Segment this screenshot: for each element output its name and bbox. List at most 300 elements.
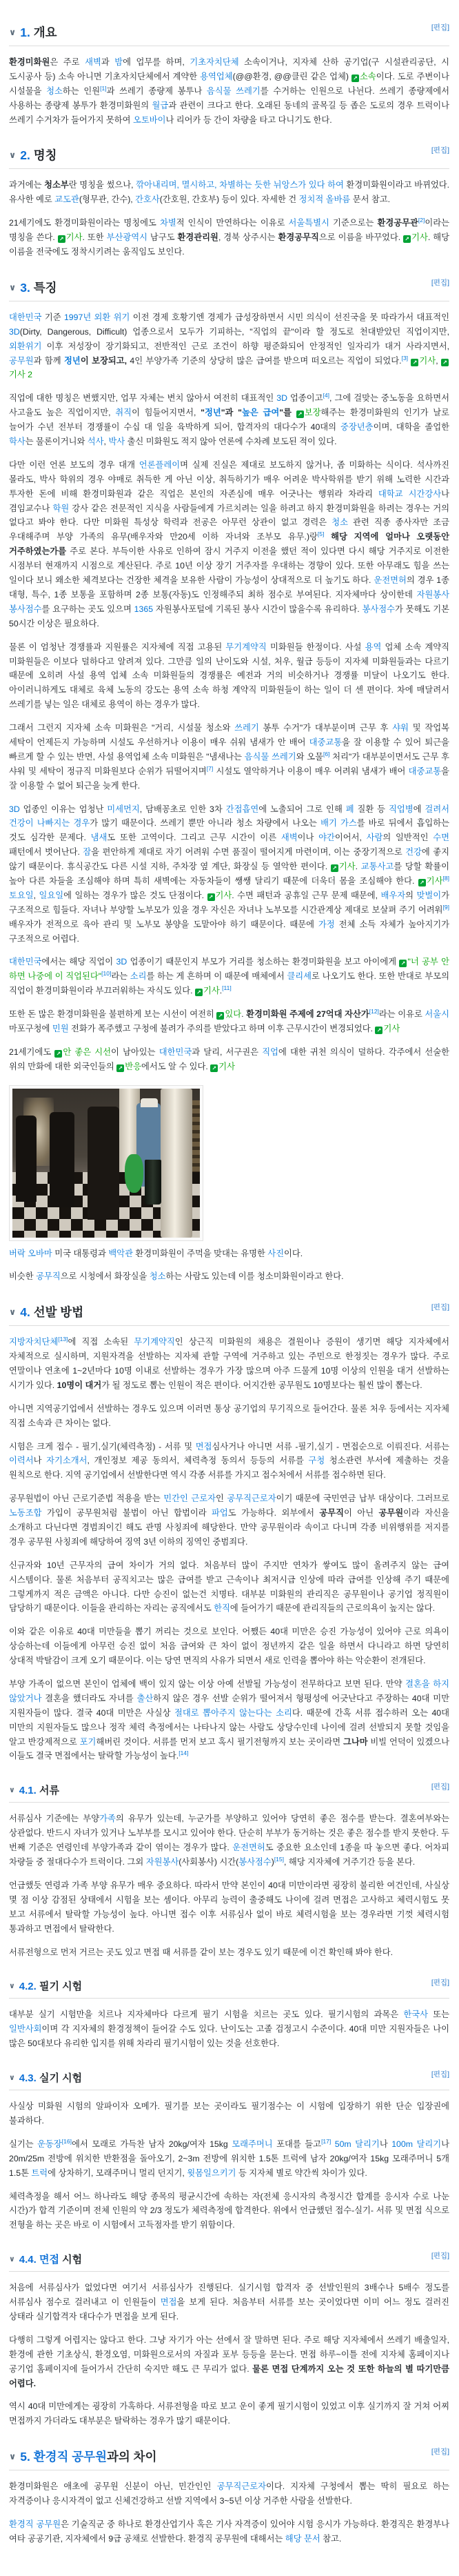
- text: 에 들어가기 때문에 관리직들의 근로의욕이 높지는 않다.: [229, 1603, 436, 1614]
- wiki-link[interactable]: 차별: [159, 218, 176, 228]
- external-link-icon[interactable]: ↗: [207, 893, 215, 901]
- text: 처음에 서류심사가 없었다면 여기서 서류심사가 진행된다. 실기시험 합격자 중 선발인원의 3배수나 5배수 정도를 서류심사 점수로 걸러내고 이 인원들이: [9, 2283, 449, 2308]
- text: 시설도 열악하거나 이용이 매우 어려워 냄새가 배어: [213, 766, 409, 776]
- wiki-link[interactable]: 운전면허: [232, 1843, 265, 1853]
- paragraph: [9, 1007, 449, 1036]
- wiki-link[interactable]: 석사: [87, 437, 104, 447]
- wiki-link[interactable]: 100m 달리기: [391, 2139, 442, 2149]
- wiki-link[interactable]: 환경직 공무원: [9, 2519, 61, 2529]
- external-link[interactable]: 기사: [383, 1023, 400, 1033]
- section-number[interactable]: 4.1.: [19, 1785, 39, 1797]
- footnote-ref[interactable]: [1]: [100, 84, 107, 92]
- text: 를 하는 게 흔하며 이 때문에 매체에서: [146, 971, 287, 982]
- collapse-icon[interactable]: ∨: [9, 150, 17, 161]
- text: 이 힘들어지면서,: [132, 408, 201, 418]
- wiki-link[interactable]: 3D: [9, 804, 20, 814]
- footnote-ref[interactable]: [2]: [418, 217, 425, 224]
- text: 에 좋지 않기 때문이다. 휴식공간도 다른 시설 지하, 주차장 옆 계단, 화장실 등 열악한 편이다.: [9, 847, 449, 872]
- wiki-link[interactable]: 대학교 시간강사: [378, 488, 442, 499]
- text: 나: [379, 2139, 392, 2149]
- wiki-link[interactable]: 간접흡연: [225, 804, 259, 814]
- wiki-link[interactable]: 사람: [366, 833, 383, 843]
- wiki-link[interactable]: 면접: [160, 2297, 177, 2308]
- wiki-link[interactable]: 운동장: [37, 2139, 62, 2149]
- section-number[interactable]: 4.2.: [19, 1981, 39, 1993]
- wiki-link[interactable]: 3D: [116, 957, 127, 967]
- wiki-link[interactable]: 외환위기: [9, 341, 42, 351]
- wiki-link[interactable]: 공무직근로자: [227, 1494, 276, 1504]
- text: 비빌 언덕이 있겠으나 이들도 결국 면접에서는 탈락할 가능성이 높다.: [9, 1736, 449, 1761]
- external-link-icon[interactable]: ↗: [54, 1050, 62, 1058]
- text: 과 달리, 서구권은: [192, 1047, 263, 1057]
- wiki-link[interactable]: 용역업체: [200, 71, 233, 81]
- external-link-icon[interactable]: ↗: [58, 235, 65, 243]
- paragraph: [9, 2479, 449, 2508]
- text: 과거에는: [9, 180, 45, 190]
- paragraph: [9, 2137, 449, 2181]
- text: 을 편안하게 제대로 자기 어려워 수면 품질이 떨어지게 마련이며, 이는 중장기적으로: [91, 847, 406, 858]
- wiki-link[interactable]: 봉사점수: [362, 604, 396, 614]
- text: 21세기에도: [9, 1047, 55, 1057]
- wiki-link[interactable]: 직업병: [388, 804, 414, 814]
- section-title: [34, 1305, 83, 1319]
- wiki-link[interactable]: 가정: [318, 919, 335, 929]
- footnote-ref[interactable]: [9]: [442, 903, 449, 911]
- wiki-link[interactable]: 무기계약직: [134, 1337, 175, 1347]
- section-heading-written-test: [9, 1977, 449, 1999]
- photo-obama-janitor-fistbump[interactable]: [12, 1089, 200, 1238]
- external-link-icon[interactable]: ↗: [195, 989, 203, 996]
- wiki-link[interactable]: 1365: [134, 604, 154, 614]
- wiki-link[interactable]: 사진: [267, 1248, 285, 1258]
- external-link-icon[interactable]: ↗: [296, 410, 304, 418]
- edit-link[interactable]: [편집]: [431, 278, 449, 287]
- wiki-link[interactable]: 한국사: [403, 2010, 429, 2020]
- wiki-link[interactable]: 정년: [64, 355, 81, 366]
- external-link-icon[interactable]: ↗: [351, 75, 359, 82]
- wiki-link[interactable]: 건강: [405, 847, 422, 858]
- wiki-link[interactable]: 맞벌이: [416, 890, 442, 900]
- text: 공무원법이 아닌 근로기준법 적용을 받는: [9, 1494, 164, 1504]
- text: 미국 대통령과: [52, 1248, 109, 1258]
- external-link-icon[interactable]: ↗: [116, 1064, 124, 1072]
- wiki-link[interactable]: 파업: [212, 1508, 228, 1518]
- edit-link[interactable]: [편집]: [431, 146, 449, 155]
- wiki-link[interactable]: 미세먼지: [107, 804, 140, 814]
- external-link[interactable]: 반응: [125, 1061, 141, 1071]
- text: 시험은 크게 접수 - 필기,실기(체력측정) - 서류 및: [9, 1441, 196, 1452]
- wiki-link[interactable]: 학원: [52, 503, 70, 513]
- section-heading-features: [9, 277, 449, 301]
- text: 에 대한 귀천 의식이 덜하다. 각주에서 선술한 위의 만화에 대한 외국인들의: [9, 1047, 449, 1071]
- wiki-link[interactable]: 음식물 쓰레기: [244, 751, 296, 762]
- wiki-link[interactable]: 50m 달리기: [334, 2139, 380, 2149]
- wiki-link[interactable]: 자원봉사 봉사점수: [9, 589, 449, 614]
- footnote-ref[interactable]: [16]: [61, 2137, 72, 2145]
- text: (간호원, 간호부) 등이 있다. 자세한 건: [159, 195, 299, 205]
- text: 처리"가 대부분이면서도 근무 후 샤워 및 세탁이 정규직 미화원보다 순위가 뒤떨어지며: [9, 751, 449, 776]
- collapse-icon[interactable]: ∨: [9, 2452, 17, 2462]
- wiki-link[interactable]: 간호사: [135, 195, 160, 205]
- collapse-icon[interactable]: ∨: [9, 1786, 15, 1795]
- text: 하는 인원: [62, 86, 101, 96]
- wiki-link[interactable]: 폐: [345, 804, 354, 814]
- wiki-link[interactable]: 민원: [52, 1023, 69, 1033]
- paragraph: [9, 1269, 449, 1284]
- text: 이라는 명칭을 쓴다.: [9, 218, 449, 243]
- paragraph: [9, 310, 449, 382]
- text: 소속이거나, 지자체 산하 공기업(구 시설관리공단, 시 도시공사 등) 소속 아니면 기초자치단체에서 계약한: [9, 57, 449, 81]
- section-heading-selection: [9, 1302, 449, 1326]
- text: 다. 때문에 간혹 서류 접수하러 오는 40대 미만의 지원자들도 많으나 정작 체력 측정에서는 나타나지 않는 사람도 상당수인데 나이에 걸려 선발되지 못할 것임을 알고 반강제적으로: [9, 1707, 450, 1747]
- wiki-link[interactable]: 면접: [195, 1441, 212, 1452]
- wiki-link[interactable]: 공무원: [9, 355, 34, 366]
- paragraph: [9, 721, 449, 793]
- section-heading-documents: [9, 1781, 449, 1803]
- text: 하는 사람도 있는데 이를 청소미화원이라고 한다.: [165, 1271, 344, 1282]
- wiki-link[interactable]: 냄새: [90, 833, 108, 843]
- wiki-link[interactable]: 트럭: [31, 2168, 48, 2178]
- paragraph: [9, 1558, 449, 1616]
- external-link[interactable]: 있다: [225, 1009, 242, 1020]
- external-link-icon[interactable]: ↗: [210, 1064, 218, 1072]
- text: 나 리어카 등 간이 차량을 타고 다니기도 한다.: [165, 115, 332, 125]
- wiki-link[interactable]: 오토바이: [132, 115, 166, 125]
- wiki-link[interactable]: 클리셰: [287, 971, 312, 982]
- wiki-link[interactable]: 깎아내리며, 멸시하고, 차별하는 듯한 뉘앙스가 있다 하여: [136, 180, 344, 190]
- paragraph: [9, 640, 449, 712]
- photo-shape: [145, 1160, 161, 1205]
- text: 에 일하는 경우가 많은 것도 단점이다.: [63, 890, 207, 900]
- wiki-link[interactable]: 음식물 쓰레기: [206, 86, 261, 96]
- photo-shape: [50, 1112, 74, 1207]
- collapse-icon[interactable]: ∨: [9, 1982, 15, 1991]
- bold-text: "과 ": [221, 408, 242, 418]
- wiki-link[interactable]: 교도관: [54, 195, 79, 205]
- text: 기준으로는: [329, 218, 378, 228]
- external-link[interactable]: 기사: [426, 875, 443, 886]
- text: 인 상근직 미화원의 채용은 결원이나 증원이 생기면 해당 지자체에서 자체적으로 실시하며, 지원자격을 선발하는 지자체 관할 구역에 거주하고 있는 주민으로 한정짓는 경우가 많다. 주로 연말이나 연초에 1~2년마다 10명 이내로 선발하는 경우가 가장 많으며 아주 드물게 10명 이상의 인원을 대거 선발하는 시기가 있다.: [9, 1337, 449, 1390]
- text: 이다. 지자체 구청에서 뽑는 딱히 필요로 하는 자격증이나 응시자격이 없고 신체건강하고 선발 지역에서 3~5년 이상 거주한 사람을 선발한다.: [9, 2481, 450, 2506]
- wiki-link[interactable]: 대중교통: [309, 737, 343, 747]
- wiki-link[interactable]: 월급: [152, 100, 169, 110]
- text: 강사 같은 전문적인 지식을 사람들에게 가르치려는 일을 하려고 하지 환경미화원을 하려는 경우는 거의 없다고 봐야 한다. 다만 미화원 특성상 학력과 전공은 아무런 상관이 없고 경력은: [9, 503, 450, 528]
- wiki-link[interactable]: 무기계약직: [225, 642, 267, 652]
- text: 그래서 그런지 지자체 소속 미화원은 "거리, 시설물 청소와: [9, 723, 235, 733]
- wiki-link[interactable]: 버락 오바마: [9, 1248, 52, 1258]
- section-heading-difference: [9, 2446, 449, 2470]
- edit-link[interactable]: [편집]: [431, 2448, 449, 2457]
- wiki-link[interactable]: 지방자치단체: [9, 1337, 59, 1347]
- footnote-ref[interactable]: [14]: [178, 1750, 189, 1757]
- footnote-ref[interactable]: [11]: [222, 984, 232, 992]
- text: 이라 자신을 소개하고 다닌다면 경범죄이긴 해도 관명 사칭죄에 해당한다. 만약 공무원이라 속이고 다니며 각종 비위행위를 저지를 경우 공무원 사칭죄에 해당하여 징역 3년 이하의 징역인 중범죄다.: [9, 1508, 449, 1547]
- wiki-link[interactable]: 언론플레이: [139, 459, 181, 470]
- wiki-link[interactable]: 밤: [114, 57, 123, 67]
- text: 직업에 대한 명칭은 변했지만, 업무 자체는 변치 않아서 여전히 대표적인: [9, 393, 277, 404]
- wiki-link[interactable]: 기초자치단체: [190, 57, 239, 67]
- bold-text: 환경미화원 주제에 27억대 자산가: [246, 1009, 369, 1020]
- external-link-icon[interactable]: ↗: [411, 359, 418, 366]
- wiki-link[interactable]: 대한민국: [9, 957, 42, 967]
- text: 이 아닌: [344, 1508, 379, 1518]
- section-number[interactable]: 4.: [20, 1305, 34, 1320]
- wiki-link[interactable]: 높은 급여: [242, 408, 280, 418]
- text: 나 겸임교수나: [9, 488, 449, 513]
- wiki-link[interactable]: 공무직: [36, 1271, 61, 1282]
- text: 이며 각 지자체의 환경정책이 들어갈 수도 있다. 난이도는 고졸 검정고시 수준이다. 40대 미만 지원자들은 나이 많은 50대보다 유리한 입지를 위해 차라리 필기시험이 있는 것을 선호한다.: [9, 2024, 449, 2049]
- text: 참고.: [320, 2533, 342, 2544]
- external-link[interactable]: "너 공부 안 하면 나중에 이 직업된다": [9, 957, 450, 982]
- section-title: [34, 2450, 157, 2464]
- external-link[interactable]: 보장: [304, 408, 321, 418]
- wiki-link[interactable]: 야간: [318, 833, 335, 843]
- collapse-icon[interactable]: ∨: [9, 2255, 15, 2264]
- footnote-ref[interactable]: [8]: [442, 874, 449, 882]
- wiki-link[interactable]: 운전면허: [374, 575, 407, 586]
- wiki-link[interactable]: 배기 가스: [320, 818, 357, 829]
- wiki-link[interactable]: 부산광역시: [106, 232, 147, 243]
- wiki-link[interactable]: 소리: [130, 971, 147, 982]
- text: 으로 이름을 바꾸었다.: [318, 232, 404, 243]
- text: 이와 같은 이유로 40대 미만들을 뽑기 꺼리는 것으로 보인다. 어쨌든 40대 미만은 승진 가능성이 있어야 근로 의욕이 상승하는데 이들에게 아무런 승진 없이 처음 급여와 큰 차이 없이 정년까지 같은 일을 하면서 다니라고 하면 당연히 상대적 박탈감이 크게 오기 때문이다. 이는 당연 면직의 사유가 되면서 새로 인력을 뽑아야 하는 악순환이 전개된다.: [9, 1627, 449, 1666]
- text: 하지 않은 경우 선발 순위가 떨어져서 형평성에 어긋난다고 주장하는 40대 미만 지원자들이 많다. 결국 40대 미만은 사실상: [9, 1693, 449, 1718]
- section-number[interactable]: 4.4.: [19, 2254, 39, 2266]
- wiki-link[interactable]: 토요일: [9, 890, 34, 900]
- footnote-ref[interactable]: [15]: [274, 1855, 284, 1863]
- footnote-ref[interactable]: [10]: [101, 970, 112, 978]
- wiki-link[interactable]: 환경직 공무원: [33, 2450, 107, 2464]
- external-link-icon[interactable]: ↗: [441, 359, 449, 366]
- wiki-link[interactable]: 용역: [365, 642, 382, 652]
- section-number[interactable]: 2.: [20, 148, 34, 163]
- bold-text: 환경미화원: [9, 57, 50, 67]
- wiki-link[interactable]: 가족: [99, 1814, 116, 1824]
- external-link[interactable]: 기사: [215, 890, 232, 900]
- text: , 담배꽁초로 인한 3차: [139, 804, 226, 814]
- wiki-link[interactable]: 노동조합: [9, 1508, 42, 1518]
- text: 라는: [111, 971, 130, 982]
- text: ,: [436, 355, 441, 366]
- external-link-icon[interactable]: ↗: [375, 1027, 382, 1034]
- wiki-link[interactable]: 일반사회: [9, 2024, 42, 2034]
- external-link-icon[interactable]: ↗: [216, 1012, 224, 1020]
- text: 과의 차이: [107, 2450, 157, 2464]
- edit-link[interactable]: [편집]: [431, 1979, 449, 1988]
- text: 실기 시험: [39, 2072, 83, 2085]
- wiki-link[interactable]: 출산: [136, 1693, 154, 1703]
- bold-text: "를: [279, 408, 292, 418]
- edit-link[interactable]: [편집]: [431, 1783, 449, 1792]
- external-link[interactable]: 소속: [359, 71, 376, 81]
- external-link[interactable]: 기사: [203, 986, 220, 996]
- wiki-link[interactable]: 샤워: [392, 723, 409, 733]
- bold-text: 그나마: [343, 1736, 368, 1747]
- wiki-link[interactable]: 잠: [83, 847, 92, 858]
- text: 를 요구하는 곳도 있으며: [41, 604, 134, 614]
- section-number[interactable]: 4.3.: [19, 2072, 39, 2085]
- wiki-link[interactable]: 윗몸일으키기: [187, 2168, 236, 2178]
- wiki-link[interactable]: 포기: [79, 1736, 96, 1747]
- text: .: [241, 1009, 247, 1020]
- text: 를 바로 뒤에서 흡입하는 것도 심각한 문제다.: [9, 818, 449, 843]
- external-link-icon[interactable]: ↗: [331, 864, 338, 872]
- text: 를 수거하는 인원으로 나뉜다. 쓰레기 종량제에서 사용하는 종량제 봉투가 환경미화원의: [9, 86, 449, 110]
- external-link[interactable]: 안 좋은 시선: [63, 1047, 112, 1057]
- external-link-icon[interactable]: ↗: [403, 235, 411, 243]
- text: 에 업무를 하며,: [123, 57, 190, 67]
- wiki-link[interactable]: 공무직근로자: [216, 2481, 266, 2492]
- text: 물론 이 엄청난 경쟁률과 지원률은 지자체에 직접 고용된: [9, 642, 226, 652]
- wiki-link[interactable]: 청소: [332, 517, 348, 528]
- text: 주로 본다. 부득이한 사유로 인하여 잠시 거주지 이전을 했던 적이 있다면 다시 해당 거주지로 이전한 시점부터 현재까지 시점으로 계산된다. 주로 10년 이상 장기 거주자를 우대하는 경향이 있다. 또한 아무래도 힘을 쓰는 일이다 보니 왜소한 체격보다는 건장한 체격을 보유한 사람이 가능성이 상대적으로 더 높기도 하다.: [9, 546, 449, 586]
- wiki-link[interactable]: 걸려서 건강이 나빠지는 경우: [9, 804, 450, 829]
- text: 자원봉사포털에 기록된 봉사 시간이 많을수록 유리하다.: [153, 604, 363, 614]
- text: 해버린 것이다. 서류를 먼저 보고 혹시 필기전형까지 보는 곳이라면: [96, 1736, 343, 1747]
- text: 질환 등: [354, 804, 389, 814]
- collapse-icon[interactable]: ∨: [9, 28, 17, 37]
- footnote-ref[interactable]: [12]: [369, 1008, 379, 1015]
- wiki-link[interactable]: 한직: [214, 1603, 230, 1614]
- footnote-ref[interactable]: [6]: [323, 750, 330, 757]
- section-title: [39, 1785, 59, 1796]
- text: 나 20m/25m 전방에 위치한 반환점을 돌아오기, 2~3m 전방에 위치한 1.5톤 트럭에 남자 20kg/여자 15kg 모래주머니 5개 1.5톤: [9, 2139, 449, 2178]
- bold-text: 공무직: [319, 1508, 345, 1518]
- wiki-link[interactable]: 교통사고: [360, 862, 394, 872]
- wiki-link[interactable]: 청소: [46, 86, 63, 96]
- text: 에서 모래로 가득찬 남자 20kg/여자 15kg: [71, 2139, 232, 2149]
- wiki-link[interactable]: 백악관: [108, 1248, 133, 1258]
- external-link[interactable]: 기사: [411, 232, 428, 243]
- section-title: [39, 2254, 82, 2266]
- text: 선발 방법: [33, 1305, 84, 1320]
- wiki-link[interactable]: 1997년 외환 위기: [63, 312, 130, 322]
- external-link-icon[interactable]: ↗: [399, 960, 407, 967]
- wiki-link[interactable]: 배우자: [380, 890, 406, 900]
- text: 문서 참고.: [350, 195, 391, 205]
- section-title: [39, 1981, 82, 1992]
- image-caption: [9, 1247, 449, 1261]
- edit-link[interactable]: [편집]: [431, 23, 449, 32]
- wiki-link[interactable]: 직업: [262, 1047, 278, 1057]
- text: 비슷한: [9, 1271, 37, 1282]
- wiki-link[interactable]: 이력서: [9, 1456, 34, 1466]
- bold-text: 물론 면접 단계까지 오는 것 또한 하늘의 별 따기만큼 어렵다.: [9, 2364, 449, 2388]
- text: 다만 이런 언론 보도의 경우 대개: [9, 459, 139, 470]
- wiki-link[interactable]: 박사: [108, 437, 125, 447]
- photo-pillar-right: [161, 1089, 192, 1238]
- bold-text: 해당 지역에 얼마나 오랫동안 거주하였는가를: [9, 532, 450, 557]
- wiki-link[interactable]: 자원봉사: [145, 1857, 179, 1867]
- wiki-link[interactable]: 정년: [204, 408, 221, 418]
- text: 과: [101, 57, 115, 67]
- wiki-link[interactable]: 자기소개서: [46, 1456, 88, 1466]
- collapse-icon[interactable]: ∨: [9, 2074, 15, 2083]
- wiki-link[interactable]: 3D: [9, 326, 20, 337]
- text: 명칭: [33, 148, 57, 163]
- text: 또한 돈 많은 환경미화원을 불편하게 보는 시선이 여전히: [9, 1009, 217, 1020]
- edit-link[interactable]: [편집]: [431, 1303, 449, 1312]
- paragraph: [9, 1677, 449, 1763]
- wiki-link[interactable]: 모래주머니: [232, 2139, 273, 2149]
- external-link[interactable]: 기사 2: [9, 370, 33, 380]
- wiki-link[interactable]: 절대로 뽑아주지 않는다는 소리: [174, 1707, 292, 1718]
- wiki-link[interactable]: 수면: [433, 833, 449, 843]
- wiki-link[interactable]: 해당 문서: [285, 2533, 320, 2544]
- external-link[interactable]: 기사: [338, 862, 356, 872]
- text: 필기 시험: [39, 1981, 83, 1993]
- text: 에서도 알 수 있다.: [141, 1061, 211, 1071]
- wiki-link[interactable]: 중장년층: [340, 422, 374, 433]
- text: 의 경우 1종 대형, 특수, 1종 보통을 포함하며 2종 보통(자동)도 인정해주되 최하 점수로 부여된다. 지자체마다 상이한데: [9, 575, 450, 600]
- wiki-link[interactable]: 결혼을 하지 않았거나: [9, 1679, 450, 1703]
- text: 이나: [297, 833, 319, 843]
- footnote-ref[interactable]: [5]: [317, 531, 325, 538]
- text: 부양 가족이 없으면 본인이 업체에 백이 있지 않는 이상 아예 선발될 가능성이 전무하다고 보면 된다. 만약: [9, 1679, 406, 1690]
- text: , 경북 상주시는: [218, 232, 278, 243]
- wiki-link[interactable]: 민간인 근로자: [163, 1494, 216, 1504]
- wiki-link[interactable]: 쓰레기: [234, 723, 259, 733]
- footnote-ref[interactable]: [13]: [58, 1336, 68, 1343]
- footnote-ref[interactable]: [7]: [206, 764, 214, 772]
- paragraph: [9, 2399, 449, 2428]
- wiki-link[interactable]: 정치적 올바름: [298, 195, 351, 205]
- text: 을 보게 된다. 처음부터 서류를 보는 곳이었다면 이미 어느 정도 걸러진 상태라 실기합격자 대다수가 면접을 보게 된다.: [9, 2297, 449, 2321]
- footnote-ref[interactable]: [4]: [323, 392, 330, 399]
- text: 청소관련 부서에 제출하는 것을 원칙으로 한다. 지역 공기업에서 선발한다면 역시 각종 서류를 가지고 접수처에서 서류를 접수하면 된다.: [9, 1456, 450, 1480]
- wiki-link[interactable]: 구청: [308, 1456, 325, 1466]
- wiki-link[interactable]: 취직: [115, 408, 132, 418]
- wiki-link[interactable]: 새벽: [85, 57, 101, 67]
- wiki-link[interactable]: 3D: [276, 393, 287, 404]
- wiki-link[interactable]: 면접: [39, 2254, 59, 2266]
- external-link[interactable]: 기사: [218, 1061, 235, 1071]
- external-link[interactable]: 기사: [65, 232, 83, 243]
- paragraph: [9, 1492, 449, 1549]
- collapse-icon[interactable]: ∨: [9, 282, 17, 293]
- footnote-ref[interactable]: [3]: [401, 354, 409, 361]
- section-number[interactable]: 1.: [20, 26, 34, 39]
- wiki-link[interactable]: 학사: [9, 437, 26, 447]
- section-number[interactable]: 3.: [20, 280, 34, 295]
- footnote-ref[interactable]: [17]: [321, 2137, 332, 2145]
- text: 와 오물: [296, 751, 323, 762]
- paragraph: [9, 1440, 449, 1483]
- text: 의: [405, 890, 417, 900]
- wiki-link[interactable]: 대한민국: [159, 1047, 192, 1057]
- external-link[interactable]: 기사: [419, 355, 436, 366]
- edit-link[interactable]: [편집]: [431, 2070, 449, 2079]
- collapse-icon[interactable]: ∨: [9, 1307, 17, 1318]
- wiki-link[interactable]: 서울특별시: [288, 218, 329, 228]
- wiki-link[interactable]: 서울시: [425, 1009, 449, 1020]
- text: 등 지자체 별로 약간씩 차이가 있다.: [236, 2168, 367, 2178]
- external-link-icon[interactable]: ↗: [418, 879, 426, 886]
- text: 며 실제 진실은 제대로 보도하지 않거나, 좀 미화하는 식이다. 석사까진 몰라도, 박사 학위의 경우 야매로 취득한 게 아닌 이상, 취득하기가 매우 어려운 박사학위를 받기 위해 노력한 시간과 투자한 돈에 비해 환경미화원과 같은 직업은 본인의 자존심에 매우 어긋나는 행위라 차라리: [9, 459, 449, 499]
- wiki-link[interactable]: 일요일: [39, 890, 64, 900]
- wiki-link[interactable]: 대중교통: [408, 766, 442, 776]
- text: .: [355, 862, 361, 872]
- wiki-link[interactable]: 청소: [149, 1271, 166, 1282]
- bold-text: ": [201, 408, 205, 418]
- wiki-link[interactable]: 봉사점수: [238, 1857, 272, 1867]
- text: 대부분 실기 시험만을 치르나 지자체마다 다르게 필기 시험을 치르는 곳도 있다. 필기시험의 과목은: [9, 2010, 404, 2020]
- section-number[interactable]: 5.: [20, 2450, 34, 2464]
- edit-link[interactable]: [편집]: [431, 2252, 449, 2261]
- wiki-link[interactable]: 대한민국: [9, 312, 42, 322]
- bold-text: 10명이 대거: [57, 1380, 102, 1390]
- wiki-link[interactable]: 새벽: [280, 833, 298, 843]
